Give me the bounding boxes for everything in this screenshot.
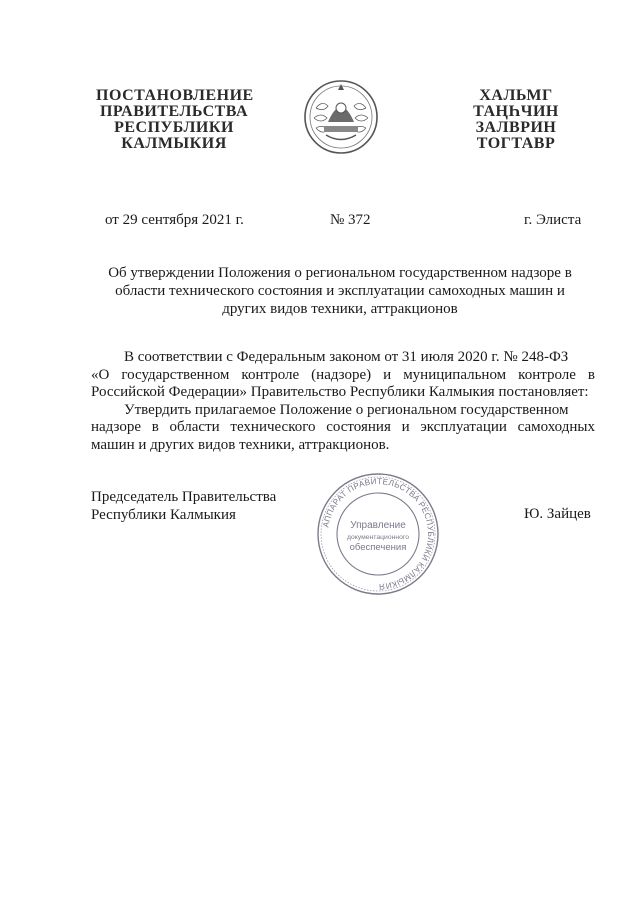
title-line: Об утверждении Положения о региональном государственном надзоре в bbox=[108, 265, 572, 281]
signer-position-line: Председатель Правительства bbox=[91, 489, 277, 505]
header-right-line: ТАҢҺЧИН bbox=[473, 103, 559, 120]
stamp-center-line: Управление bbox=[350, 520, 406, 531]
document-city: г. Элиста bbox=[524, 212, 582, 228]
body-line: машин и других видов техники, аттракционов. bbox=[91, 436, 390, 453]
title-line: других видов техники, аттракционов bbox=[222, 301, 458, 317]
header-left-line: КАЛМЫКИЯ bbox=[121, 135, 227, 152]
body-line: «О государственном контроле (надзоре) и муниципальном контроле в bbox=[91, 366, 595, 383]
header-right-title bbox=[458, 88, 574, 152]
signer-position-line: Республики Калмыкия bbox=[91, 507, 236, 523]
signer-position bbox=[91, 488, 276, 524]
header-right-line: ТОГТАВР bbox=[476, 135, 556, 152]
document-date: от 29 сентября 2021 г. bbox=[105, 212, 244, 228]
header-left-line: РЕСПУБЛИКИ bbox=[114, 119, 234, 136]
document-body bbox=[91, 349, 595, 454]
stamp-ring-text: АППАРАТ ПРАВИТЕЛЬСТВА РЕСПУБЛИКИ КАЛМЫКИЯ bbox=[321, 476, 436, 592]
body-line: В соответствии с Федеральным законом от 31 июля 2020 г. № 248-ФЗ bbox=[124, 349, 569, 365]
official-stamp bbox=[314, 470, 442, 598]
header-left-line: ПОСТАНОВЛЕНИЕ bbox=[96, 87, 254, 104]
signer-name: Ю. Зайцев bbox=[524, 506, 591, 522]
stamp-center-line: документационного bbox=[346, 534, 410, 541]
body-line: Российской Федерации» Правительство Республики Калмыкия постановляет: bbox=[91, 384, 589, 400]
title-line: области технического состояния и эксплуатации самоходных машин и bbox=[115, 283, 565, 299]
document-number: № 372 bbox=[330, 212, 371, 228]
header-left-title bbox=[96, 88, 252, 152]
stamp-center-line: обеспечения bbox=[349, 542, 407, 553]
header-left-line: ПРАВИТЕЛЬСТВА bbox=[99, 103, 249, 120]
coat-of-arms-icon bbox=[302, 78, 380, 156]
header-right-line: ХАЛЬМГ bbox=[479, 87, 553, 104]
body-line: надзоре в области технического состояния и эксплуатации самоходных bbox=[91, 419, 595, 435]
document-title bbox=[100, 264, 580, 318]
header-right-line: ЗАЛВРИН bbox=[475, 119, 557, 136]
body-line: Утвердить прилагаемое Положение о региональном государственном bbox=[124, 401, 569, 418]
